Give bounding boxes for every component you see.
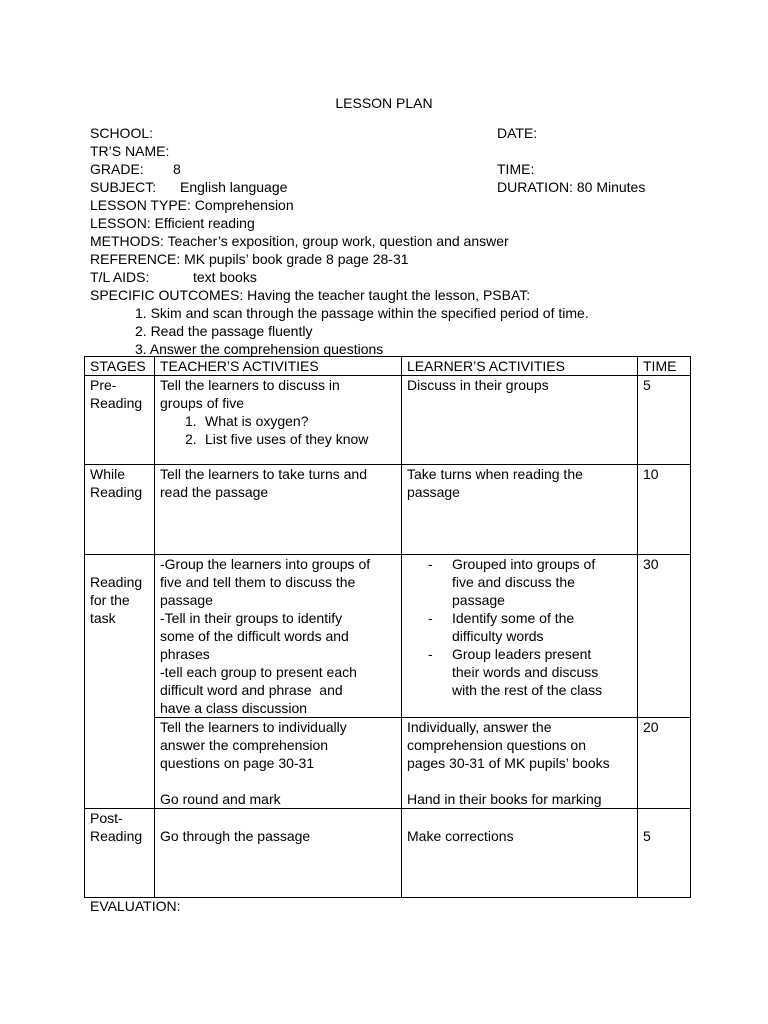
teacher-text: Tell the learners to discuss in — [160, 377, 340, 393]
duration-value: 80 Minutes — [576, 179, 646, 195]
learner-text: Take turns when reading the — [407, 466, 583, 482]
learner-text: Individually, answer the — [407, 719, 552, 735]
date-label: DATE: — [497, 125, 538, 141]
aids-label: T/L AIDS: — [90, 269, 150, 285]
list-item-text: Group leaders present — [452, 646, 592, 662]
time-label: TIME: — [497, 161, 535, 177]
page-title: LESSON PLAN — [335, 95, 433, 111]
subject-label: SUBJECT: — [90, 179, 157, 195]
stage-text: for the — [90, 592, 130, 608]
list-item-text: five and discuss the — [452, 574, 575, 590]
teacher-text: Go through the passage — [160, 828, 311, 844]
time-value: 5 — [643, 828, 651, 844]
evaluation-label: EVALUATION: — [90, 898, 181, 914]
stage-text: Pre- — [90, 377, 117, 393]
table-row — [85, 718, 691, 809]
learner-cell — [402, 465, 638, 555]
teacher-text: read the passage — [160, 484, 269, 500]
teacher-text: questions on page 30-31 — [160, 755, 315, 771]
table-row — [85, 555, 691, 718]
stage-text: Reading — [90, 395, 143, 411]
table-header-row — [85, 357, 691, 376]
lesson-table — [84, 356, 691, 898]
list-item: - Group leaders present their words and discuss with the rest of the class — [407, 645, 632, 699]
table-row — [85, 376, 691, 465]
table-row — [85, 809, 691, 898]
learner-text: Hand in their books for marking — [407, 791, 602, 807]
time-value: 30 — [643, 556, 659, 572]
subject-value: English language — [180, 179, 288, 195]
learner-text: pages 30-31 of MK pupils’ books — [407, 755, 610, 771]
reference-value: pupils’ book grade 8 page 28-31 — [209, 251, 409, 267]
methods-label: METHODS: — [90, 233, 164, 249]
time-cell — [638, 376, 691, 465]
teacher-text: -Tell in their groups to identify — [160, 610, 343, 626]
reference-label: REFERENCE: MK — [90, 251, 206, 267]
teacher-text: Tell the learners to take turns and — [160, 466, 368, 482]
stage-text: task — [90, 610, 116, 626]
time-cell — [638, 465, 691, 555]
list-item-text: What is oxygen? — [205, 413, 309, 429]
list-item-text: their words and discuss — [452, 664, 599, 680]
duration-label: DURATION: — [497, 179, 573, 195]
list-item: - Grouped into groups of five and discuss the passage — [407, 555, 632, 609]
lesson-value: Efficient reading — [154, 215, 255, 231]
stage-text: Post- — [90, 810, 123, 826]
trs-name-label: TR’S NAME: — [90, 143, 170, 159]
stage-text: Reading — [90, 828, 143, 844]
aids-value: text books — [193, 269, 257, 285]
list-item-text: List five uses of they know — [205, 431, 369, 447]
list-item: 1. What is oxygen? — [185, 413, 309, 429]
list-item-text: Grouped into groups of — [452, 556, 596, 572]
lesson-label: LESSON: — [90, 215, 151, 231]
teacher-text: -Group the learners into groups of — [160, 556, 371, 572]
learner-text: comprehension questions on — [407, 737, 587, 753]
outcomes-value: : Having the teacher taught the lesson, PSBAT: — [239, 287, 531, 303]
learner-text: Discuss in their groups — [407, 377, 549, 393]
stage-cell — [85, 376, 155, 465]
stage-cell — [85, 555, 155, 809]
teacher-text: groups of five — [160, 395, 245, 411]
header-teacher-activities: TEACHER’S ACTIVITIES — [155, 357, 402, 376]
learner-cell — [402, 809, 638, 898]
list-item: 2. List five uses of they know — [185, 431, 369, 447]
teacher-cell — [155, 809, 402, 898]
grade-value: 8 — [173, 161, 181, 177]
outcome-item: 2. Read the passage fluently — [135, 323, 313, 339]
stage-cell — [85, 465, 155, 555]
teacher-text: difficult word and phrase and — [160, 682, 343, 698]
time-cell — [638, 809, 691, 898]
teacher-text: Go round and mark — [160, 791, 281, 807]
list-item-text: with the rest of the class — [452, 682, 603, 698]
teacher-cell — [155, 555, 402, 718]
teacher-text: passage — [160, 592, 213, 608]
teacher-text: Tell the learners to individually — [160, 719, 347, 735]
grade-label: GRADE: — [90, 161, 144, 177]
lesson-type-label: LESSON TYPE: — [90, 197, 191, 213]
header-learner-activities: LEARNER’S ACTIVITIES — [402, 357, 638, 376]
time-cell — [638, 555, 691, 718]
time-cell — [638, 718, 691, 809]
header-stages: STAGES — [85, 357, 155, 376]
lesson-type-value: Comprehension — [194, 197, 294, 213]
list-item-text: passage — [452, 592, 505, 608]
outcome-item: 1. Skim and scan through the passage within the specified period of time. — [135, 305, 589, 321]
outcome-item: 3. Answer the comprehension questions — [135, 341, 384, 357]
teacher-text: some of the difficult words and — [160, 628, 349, 644]
learner-text: Make corrections — [407, 828, 514, 844]
table-row — [85, 465, 691, 555]
learner-dash-list — [407, 555, 632, 699]
stage-text: Reading — [90, 574, 143, 590]
teacher-text: five and tell them to discuss the — [160, 574, 356, 590]
time-value: 10 — [643, 466, 659, 482]
teacher-cell — [155, 718, 402, 809]
teacher-cell — [155, 465, 402, 555]
teacher-text: have a class discussion — [160, 700, 308, 716]
time-value: 20 — [643, 719, 659, 735]
list-item-text: Identify some of the — [452, 610, 575, 626]
outcomes-label: SPECIFIC OUTCOMES — [90, 287, 240, 303]
stage-cell — [85, 809, 155, 898]
question-list — [160, 412, 396, 448]
learner-cell — [402, 555, 638, 718]
teacher-text: -tell each group to present each — [160, 664, 357, 680]
learner-text: passage — [407, 484, 460, 500]
stage-text: While — [90, 466, 126, 482]
list-item-text: difficulty words — [452, 628, 544, 644]
teacher-text: answer the comprehension — [160, 737, 329, 753]
learner-cell — [402, 376, 638, 465]
teacher-cell — [155, 376, 402, 465]
list-item: - Identify some of the difficulty words — [407, 609, 632, 645]
header-time: TIME — [638, 357, 691, 376]
time-value: 5 — [643, 377, 651, 393]
methods-value: Teacher’s exposition, group work, question and answer — [167, 233, 509, 249]
stage-text: Reading — [90, 484, 143, 500]
learner-cell — [402, 718, 638, 809]
teacher-text: phrases — [160, 646, 210, 662]
school-label: SCHOOL: — [90, 125, 154, 141]
